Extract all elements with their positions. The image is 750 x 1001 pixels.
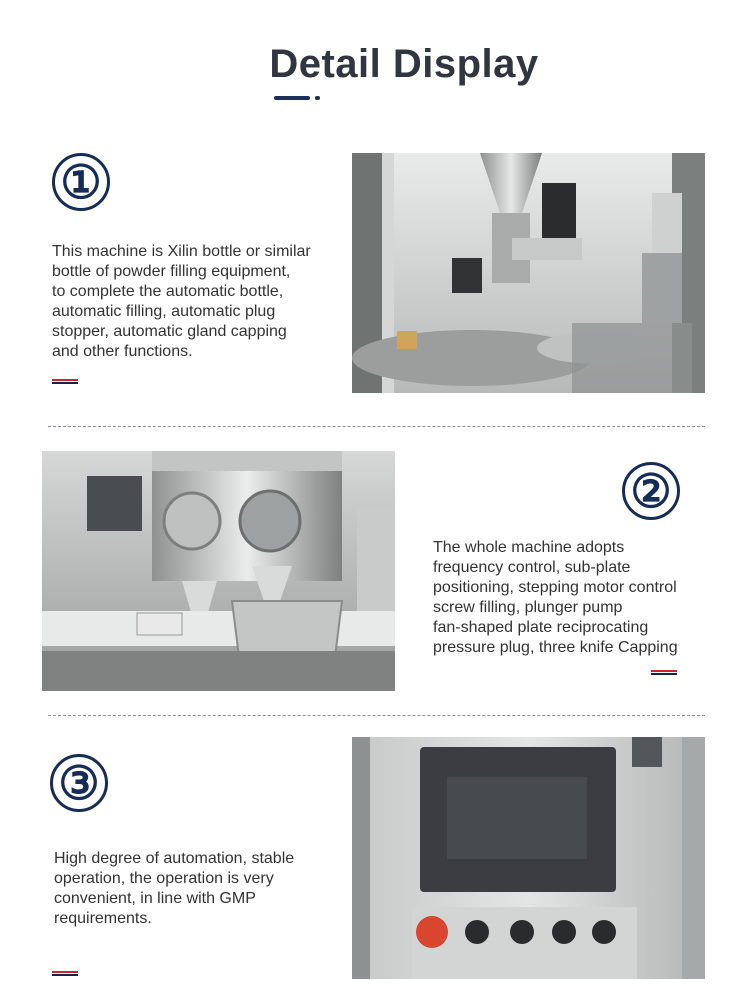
- title-underline: [274, 96, 310, 100]
- control-panel-photo: [352, 737, 705, 979]
- section-2-description: The whole machine adopts frequency control, sub-plate positioning, stepping motor control screw filling, plunger pump fan-shaped plate reciprocating pressure plug, three knife Capping: [433, 539, 678, 656]
- section-1-flag-accent: [52, 379, 78, 384]
- section-divider-1: [48, 426, 705, 427]
- section-number-3: ③: [50, 754, 108, 812]
- filling-capping-machine-photo: [352, 153, 705, 393]
- section-1-description: This machine is Xilin bottle or similar bottle of powder filling equipment, to complete the automatic bottle, automatic filling, automatic plug stopper, automatic gland capping and other functions.: [52, 243, 311, 360]
- section-2-flag-accent: [651, 670, 677, 675]
- page-title: Detail Display: [269, 42, 539, 86]
- powder-hopper-closeup-photo: [42, 451, 395, 691]
- section-3-description: High degree of automation, stable operation, the operation is very convenient, in line with GMP requirements.: [54, 850, 295, 927]
- section-3-flag-accent: [52, 971, 78, 976]
- title-underline-dot: [315, 96, 320, 100]
- section-divider-2: [48, 715, 705, 716]
- section-number-2: ②: [622, 462, 680, 520]
- section-number-1: ①: [52, 153, 110, 211]
